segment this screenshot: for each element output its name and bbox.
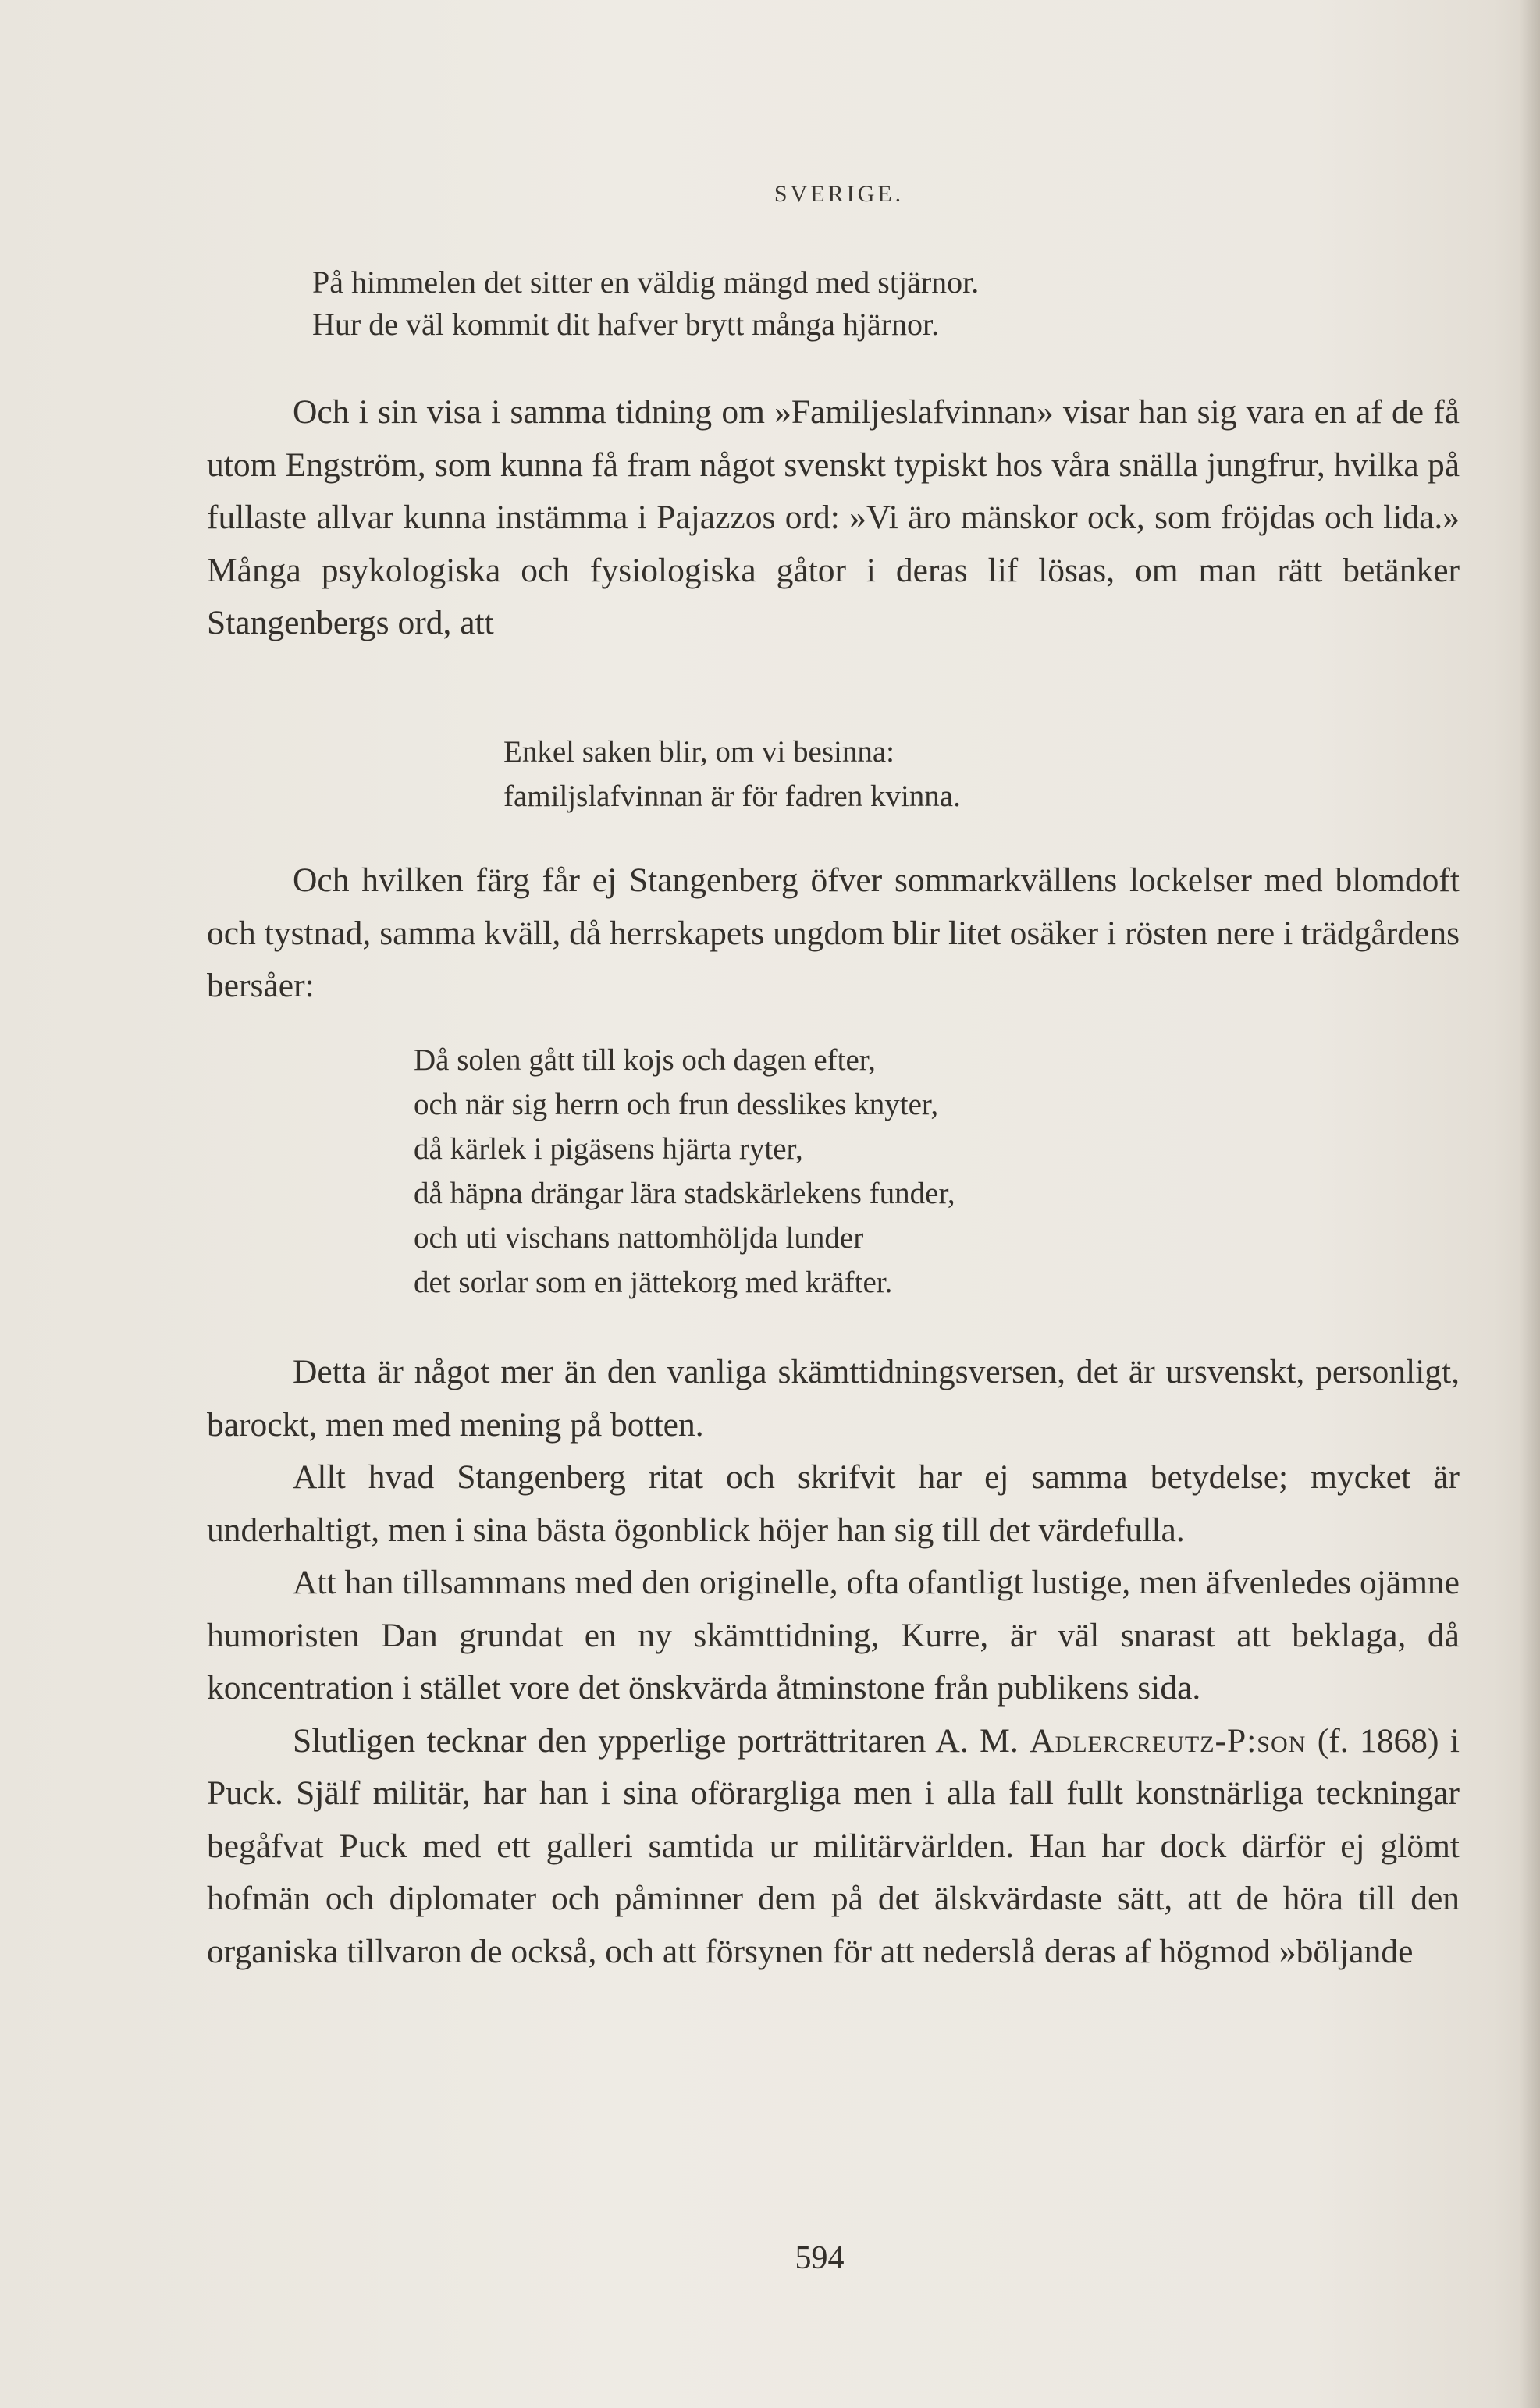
verse-block-2 [503, 730, 961, 819]
paragraph: Och hvilken färg får ej Stangenberg öfver sommarkvällens lockelser med blomdoft och tystnad, samma kväll, då herrskapets ungdom blir litet osäker i rösten nere i trädgårdens bersåer: [207, 861, 1460, 1004]
main-text-block [207, 1346, 1460, 1978]
running-header: SVERIGE. [774, 181, 905, 207]
page-number: 594 [795, 2240, 845, 2276]
verse-line: det sorlar som en jättekorg med kräfter. [414, 1266, 893, 1299]
artist-name: Adlercreutz-P:son [1030, 1721, 1307, 1760]
verse-line: Då solen gått till kojs och dagen efter, [414, 1043, 876, 1077]
verse-line: familjslafvinnan är för fadren kvinna. [503, 780, 961, 813]
verse-line: då häpna drängar lära stadskärlekens funder, [414, 1177, 955, 1210]
paragraph-1-block [207, 386, 1460, 650]
paragraph: Detta är något mer än den vanliga skämttidningsversen, det är ursvenskt, personligt, barockt, men med mening på botten. [207, 1353, 1460, 1444]
paragraph: Att han tillsammans med den originelle, ofta ofantligt lustige, men äfvenledes ojämne humoristen Dan grundat en ny skämttidning, Kurre, är väl snarast att beklaga, då koncentration i stället vore det önskvärda åtminstone från publikens sida. [207, 1564, 1460, 1707]
verse-line: och när sig herrn och frun desslikes knyter, [414, 1088, 939, 1121]
verse-line: och uti vischans nattomhöljda lunder [414, 1221, 864, 1255]
verse-block-1 [312, 261, 979, 346]
page-edge-shadow [1520, 0, 1540, 2408]
paragraph: Allt hvad Stangenberg ritat och skrifvit har ej samma betydelse; mycket är underhaltigt, men i sina bästa ögonblick höjer han sig till det värdefulla. [207, 1458, 1460, 1549]
verse-block-3 [414, 1038, 955, 1305]
paragraph-text: Slutligen tecknar den ypperlige porträttritaren A. M. [293, 1721, 1030, 1760]
verse-line: Enkel saken blir, om vi besinna: [503, 735, 895, 769]
verse-line: då kärlek i pigäsens hjärta ryter, [414, 1132, 803, 1166]
paragraph-2-block [207, 854, 1460, 1013]
verse-line: På himmelen det sitter en väldig mängd med stjärnor. [312, 265, 980, 300]
paragraph [207, 1715, 1460, 1979]
paragraph: Och i sin visa i samma tidning om »Familjeslafvinnan» visar han sig vara en af de få utom Engström, som kunna få fram något svenskt typiskt hos våra snälla jungfrur, hvilka på fullaste allvar kunna instämma i Pajazzos ord: »Vi äro mänskor ock, som fröjdas och lida.» Många psykologiska och fysiologiska gåtor i deras lif lösas, om man rätt betänker Stangenbergs ord, att [207, 393, 1460, 641]
paragraph-text: (f. 1868) i Puck. Själf militär, har han i sina oförargliga men i alla fall fullt konstnärliga teckningar begåfvat Puck med ett galleri samtida ur militärvärlden. Han har dock därför ej glömt hofmän och diplomater och påminner dem på det älskvärdaste sätt, att de höra till den organiska tillvaron de också, och att försynen för att nederslå deras af högmod »böljande [207, 1721, 1460, 1970]
verse-line: Hur de väl kommit dit hafver brytt många hjärnor. [312, 307, 940, 342]
